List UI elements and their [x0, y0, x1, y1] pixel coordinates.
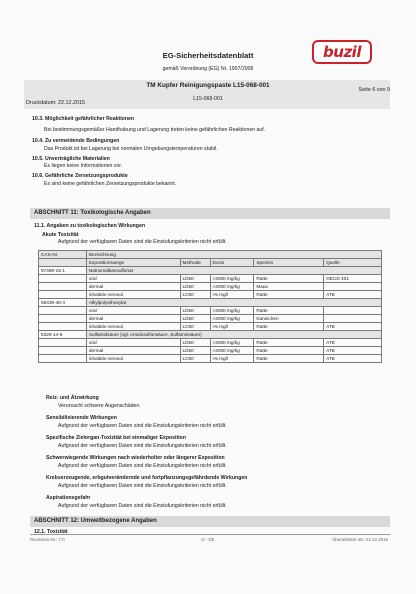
effect-text: Aufgrund der verfügbaren Daten sind die Einstufungskriterien nicht erfüllt.: [58, 463, 227, 469]
table-subheader-row: [39, 259, 382, 267]
sec-10-5-heading: 10.5. Unverträgliche Materialien: [32, 156, 110, 162]
effect-text: Aufgrund der verfügbaren Daten sind die Einstufungskriterien nicht erfüllt.: [58, 483, 227, 489]
table-row: [39, 323, 382, 331]
table-cell: inhalativ Aerosol: [86, 355, 180, 363]
effect-text: Aufgrund der verfügbaren Daten sind die Einstufungskriterien nicht erfüllt.: [58, 443, 227, 449]
table-cell: >5 mg/l: [210, 323, 254, 331]
cas-number: 5329-14-6: [39, 331, 87, 339]
table-cell: >2000 mg/kg: [210, 307, 254, 315]
table-row: [39, 283, 382, 291]
table-cell: >5 mg/l: [210, 355, 254, 363]
sec-10-3-text: Bei bestimmungsgemäßer Handhabung und Lagerung treten keine gefährlichen Reaktionen auf.: [44, 127, 266, 133]
subheader-cell: Dosis: [210, 259, 254, 267]
table-cell: >2000 mg/kg: [210, 315, 254, 323]
table-cell: Maus: [254, 283, 324, 291]
header-name: Bezeichnung: [86, 251, 381, 259]
section-12-title: ABSCHNITT 12: Umweltbezogene Angaben: [34, 518, 157, 524]
buzil-logo: [312, 40, 372, 64]
effect-heading: Schwerwiegende Wirkungen nach wiederholter oder längerer Exposition: [46, 455, 225, 461]
table-cell: ATE: [324, 347, 382, 355]
table-cell: inhalativ Aerosol: [86, 291, 180, 299]
effect-heading: Aspirationsgefahr: [46, 495, 91, 501]
substance-row: [39, 267, 382, 275]
effect-heading: Krebserzeugende, erbgutverändernde und fortpflanzungsgefährdende Wirkungen: [46, 475, 248, 481]
sec-10-5-text: Es liegen keine Informationen vor.: [44, 163, 123, 169]
table-cell: [39, 291, 87, 299]
print-date: Druckdatum: 22.12.2015: [26, 100, 86, 106]
table-cell: LC50: [180, 355, 210, 363]
substance-name: Natriumalkansulfonat: [86, 267, 381, 275]
table-cell: oral: [86, 339, 180, 347]
table-cell: inhalativ Aerosol: [86, 323, 180, 331]
effect-heading: Reiz- und Ätzwirkung: [46, 395, 99, 401]
substance-name: Alkylpolyethoxylat: [86, 299, 381, 307]
subheader-cell: Quelle: [324, 259, 382, 267]
table-cell: dermal: [86, 347, 180, 355]
table-cell: >2000 mg/kg: [210, 347, 254, 355]
header-cas: CAS-Nr.: [39, 251, 87, 259]
cas-number: 97489-15-1: [39, 267, 87, 275]
table-cell: [39, 347, 87, 355]
logo-text: buzil: [323, 43, 361, 61]
table-cell: >2000 mg/kg: [210, 283, 254, 291]
product-name: TM Kupfer Reinigungspaste L15-068-001: [146, 82, 270, 89]
table-cell: ATE: [324, 355, 382, 363]
cas-number: 68439-46-3: [39, 299, 87, 307]
sec-10-4-text: Das Produkt ist bei Lagerung bei normalen Umgebungstemperaturen stabil.: [44, 146, 218, 152]
table-cell: [39, 355, 87, 363]
subheader-cell: Expositionswege: [86, 259, 180, 267]
regulation-text: gemäß Verordnung (EG) Nr. 1907/2006: [162, 66, 254, 72]
table-row: [39, 275, 382, 283]
table-cell: >2000 mg/kg: [210, 339, 254, 347]
table-cell: LD50: [180, 275, 210, 283]
table-cell: OECD 401: [324, 275, 382, 283]
table-cell: [39, 323, 87, 331]
table-cell: LC50: [180, 291, 210, 299]
table-row: [39, 339, 382, 347]
sec-11-1-heading: 11.1. Angaben zu toxikologischen Wirkungen: [34, 223, 146, 229]
table-cell: Ratte: [254, 323, 324, 331]
footer-divider: [30, 534, 390, 535]
toxicity-table: [38, 250, 382, 363]
table-cell: Ratte: [254, 291, 324, 299]
effect-heading: Spezifische Zielorgan-Toxizität bei einmaliger Exposition: [46, 435, 186, 441]
table-cell: [324, 283, 382, 291]
acute-toxicity-text: Aufgrund der verfügbaren Daten sind die Einstufungskriterien nicht erfüllt.: [58, 239, 227, 245]
product-code: L15-068-001: [193, 96, 223, 102]
table-cell: ATE: [324, 323, 382, 331]
sec-12-1-heading: 12.1. Toxizität: [34, 529, 68, 535]
table-cell: dermal: [86, 315, 180, 323]
section-11-bar: [30, 208, 390, 219]
footer-revised-date: Überarbeitet am: 22.12.2015: [332, 537, 388, 542]
table-cell: LD50: [180, 347, 210, 355]
table-cell: [39, 339, 87, 347]
table-cell: LD50: [180, 307, 210, 315]
sec-10-3-heading: 10.3. Möglichkeit gefährlicher Reaktionen: [32, 116, 135, 122]
table-row: [39, 347, 382, 355]
table-cell: oral: [86, 307, 180, 315]
substance-name: Sulfamidsäure (vgl. Amidosulfonsäure, Sulfaminsäure): [86, 331, 381, 339]
table-cell: LC50: [180, 323, 210, 331]
subheader-cell: [39, 259, 87, 267]
effect-text: Aufgrund der verfügbaren Daten sind die Einstufungskriterien nicht erfüllt.: [58, 423, 227, 429]
table-cell: Ratte: [254, 347, 324, 355]
table-cell: Ratte: [254, 275, 324, 283]
table-cell: >2000 mg/kg: [210, 275, 254, 283]
table-row: [39, 291, 382, 299]
table-row: [39, 355, 382, 363]
footer-revision: Revisions-Nr.: 7.0: [30, 537, 65, 542]
section-11-title: ABSCHNITT 11: Toxikologische Angaben: [34, 210, 151, 216]
acute-toxicity-heading: Akute Toxizität: [42, 232, 79, 238]
sec-10-6-text: Es sind keine gefährlichen Zersetzungsprodukte bekannt.: [44, 181, 177, 187]
table-cell: [324, 307, 382, 315]
table-cell: LD50: [180, 339, 210, 347]
table-row: [39, 315, 382, 323]
table-cell: ATE: [324, 291, 382, 299]
table-cell: LD50: [180, 283, 210, 291]
table-cell: dermal: [86, 283, 180, 291]
table-cell: Ratte: [254, 307, 324, 315]
table-row: [39, 307, 382, 315]
section-12-bar: [30, 516, 390, 527]
table-cell: >5 mg/l: [210, 291, 254, 299]
table-cell: [324, 315, 382, 323]
page-number: Seite 6 von 9: [358, 87, 390, 93]
effect-heading: Sensibilisierende Wirkungen: [46, 415, 117, 421]
table-cell: LD50: [180, 315, 210, 323]
substance-row: [39, 299, 382, 307]
table-cell: Ratte: [254, 355, 324, 363]
effect-text: Aufgrund der verfügbaren Daten sind die Einstufungskriterien nicht erfüllt.: [58, 503, 227, 509]
sec-10-6-heading: 10.6. Gefährliche Zersetzungsprodukte: [32, 173, 128, 179]
subheader-cell: Methode: [180, 259, 210, 267]
table-cell: ATE: [324, 339, 382, 347]
sec-10-4-heading: 10.4. Zu vermeidende Bedingungen: [32, 138, 120, 144]
table-cell: [39, 307, 87, 315]
substance-row: [39, 331, 382, 339]
subheader-cell: Spezies: [254, 259, 324, 267]
table-header-row: [39, 251, 382, 259]
footer-locale: D - DE: [201, 537, 215, 542]
table-cell: Kaninchen: [254, 315, 324, 323]
table-cell: [39, 315, 87, 323]
table-cell: Ratte: [254, 339, 324, 347]
table-cell: [39, 283, 87, 291]
effect-text: Verursacht schwere Augenschäden.: [58, 403, 141, 409]
table-cell: [39, 275, 87, 283]
document-title: EG-Sicherheitsdatenblatt: [162, 51, 254, 60]
table-cell: oral: [86, 275, 180, 283]
